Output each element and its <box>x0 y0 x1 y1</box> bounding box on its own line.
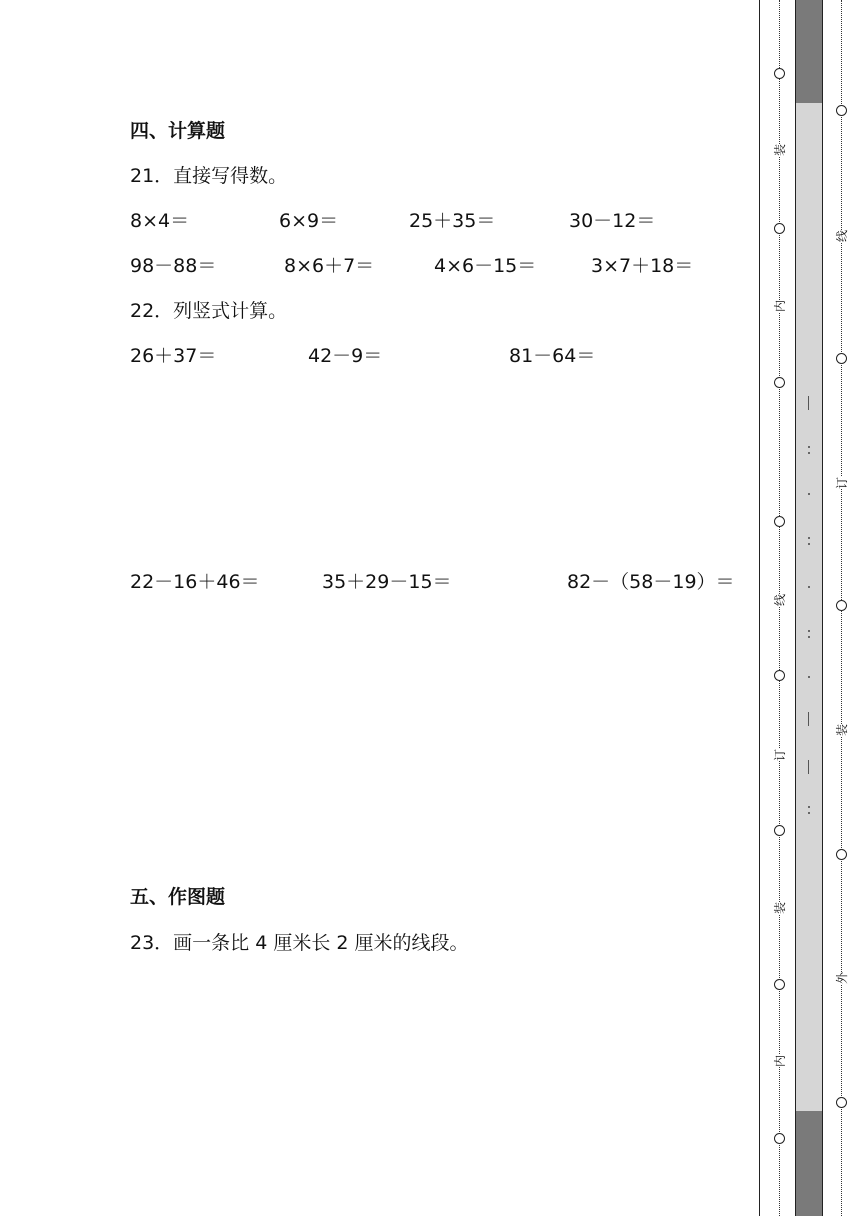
strip-mark <box>808 636 810 638</box>
question-21-label: 21．直接写得数。 <box>130 165 288 187</box>
binding-circle <box>774 223 785 234</box>
question-23-label: 23．画一条比 4 厘米长 2 厘米的线段。 <box>130 932 469 954</box>
binding-circle <box>774 670 785 681</box>
q21-item: 6×9＝ <box>279 210 339 232</box>
strip-mark <box>808 543 810 545</box>
strip-mark <box>808 630 810 632</box>
binding-char: 外 <box>835 971 850 985</box>
strip-mark <box>808 537 810 539</box>
binding-circle <box>774 377 785 388</box>
q21-item: 4×6－15＝ <box>434 255 537 277</box>
section-draw-title: 五、作图题 <box>130 886 226 908</box>
binding-char: 装 <box>773 143 788 157</box>
strip-mark <box>808 806 810 808</box>
binding-circle <box>836 1097 847 1108</box>
strip-mark <box>808 812 810 814</box>
q22-item: 42－9＝ <box>308 345 383 367</box>
binding-circle <box>836 600 847 611</box>
q21-item: 30－12＝ <box>569 210 656 232</box>
strip-mark <box>808 396 809 410</box>
q21-item: 3×7＋18＝ <box>591 255 694 277</box>
question-22-label: 22．列竖式计算。 <box>130 300 288 322</box>
binding-circle <box>836 849 847 860</box>
q22-item: 26＋37＝ <box>130 345 217 367</box>
binding-char: 装 <box>773 901 788 915</box>
binding-char: 内 <box>773 1054 788 1068</box>
binding-char: 线 <box>835 229 850 243</box>
q21-item: 98－88＝ <box>130 255 217 277</box>
binding-char: 订 <box>835 476 850 490</box>
binding-circle <box>774 979 785 990</box>
strip-mark <box>808 676 810 678</box>
binding-strip-border <box>795 0 823 1216</box>
q21-item: 25＋35＝ <box>409 210 496 232</box>
inner-dotted-line <box>779 0 780 1216</box>
section-calc-title: 四、计算题 <box>130 120 226 142</box>
q21-item: 8×4＝ <box>130 210 190 232</box>
strip-mark <box>808 446 810 448</box>
binding-char: 线 <box>773 593 788 607</box>
binding-circle <box>774 825 785 836</box>
binding-circle <box>836 105 847 116</box>
binding-char: 订 <box>773 748 788 762</box>
binding-circle <box>774 68 785 79</box>
q22-item: 22－16＋46＝ <box>130 571 260 593</box>
q22-item: 35＋29－15＝ <box>322 571 452 593</box>
strip-mark <box>808 586 810 588</box>
binding-char: 内 <box>773 299 788 313</box>
binding-char: 装 <box>835 723 850 737</box>
q22-item: 81－64＝ <box>509 345 596 367</box>
q22-item: 82－（58－19）＝ <box>567 571 735 593</box>
binding-circle <box>774 1133 785 1144</box>
strip-mark <box>808 760 809 774</box>
strip-mark <box>808 712 809 726</box>
binding-circle <box>774 516 785 527</box>
q21-item: 8×6＋7＝ <box>284 255 375 277</box>
strip-mark <box>808 452 810 454</box>
strip-mark <box>808 493 810 495</box>
binding-circle <box>836 353 847 364</box>
